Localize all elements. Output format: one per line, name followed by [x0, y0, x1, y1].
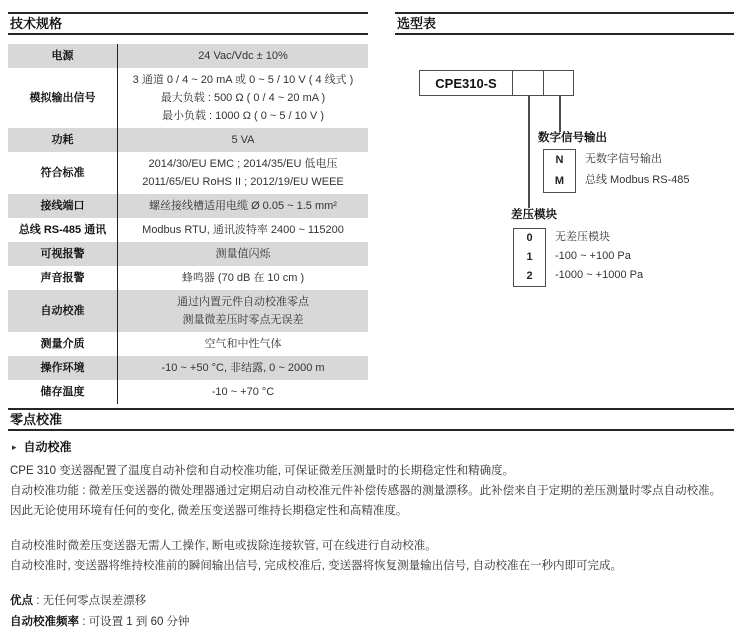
dp-module-desc-column — [555, 228, 643, 285]
advantage-line: 优点 : 无任何零点误差漂移 — [10, 595, 147, 607]
paragraph: 自动校准功能 : 微差压变送器的微处理器通过定期启动自动校准元件补偿传感器的测量漂移。此补偿来自于定期的差压测量时零点自动校准。 — [10, 485, 722, 497]
spec-row-operating-env — [8, 356, 368, 380]
zero-cal-body — [8, 431, 734, 632]
dp-module-digit-box — [512, 70, 545, 96]
paragraph: 自动校准时, 变送器将维持校准前的瞬间输出信号, 完成校准后, 变送器将恢复测量输出信号, 自动校准在一秒内即可完成。 — [10, 560, 623, 572]
spec-value: 螺丝接线槽适用电缆 Ø 0.05 ~ 1.5 mm² — [149, 200, 337, 212]
option-desc: 总线 Modbus RS-485 — [585, 174, 690, 186]
spec-value: 2014/30/EU EMC ; 2014/35/EU 低电压 2011/65/EU RoHS II ; 2012/19/EU WEEE — [142, 158, 344, 188]
model-code-box: CPE310-S — [419, 70, 513, 96]
spec-row-standards — [8, 152, 368, 194]
spec-row-rs485 — [8, 218, 368, 242]
spec-value: 5 VA — [231, 134, 255, 146]
digital-output-digit-box — [543, 70, 574, 96]
spec-value: 通过内置元件自动校准零点 测量微差压时零点无误差 — [177, 296, 309, 326]
option-code: 0 — [526, 232, 533, 244]
arrow-bullet-icon: ▸ — [12, 442, 17, 452]
spec-row-medium — [8, 332, 368, 356]
selection-title: 选型表 — [395, 12, 734, 35]
digital-output-desc-column — [585, 149, 690, 191]
spec-label: 测量介质 — [8, 332, 118, 356]
spec-row-audio-alarm — [8, 266, 368, 290]
tech-specs-table — [8, 44, 368, 404]
spec-value: -10 ~ +70 °C — [211, 386, 275, 398]
zero-cal-title: 零点校准 — [8, 408, 734, 431]
spec-label: 储存温度 — [8, 380, 118, 404]
spec-label: 可视报警 — [8, 242, 118, 266]
paragraph: 自动校准时微差压变送器无需人工操作, 断电或拔除连接软管, 可在线进行自动校准。 — [10, 540, 437, 552]
dp-module-code-column — [513, 228, 546, 287]
spec-label: 符合标准 — [8, 152, 118, 194]
spec-label: 总线 RS-485 通讯 — [8, 218, 118, 242]
option-desc: 无数字信号输出 — [585, 153, 662, 165]
selection-section — [395, 12, 734, 304]
paragraph: 因此无论使用环境有任何的变化, 微差压变送器可维持长期稳定性和高精准度。 — [10, 505, 408, 517]
spec-label: 接线端口 — [8, 194, 118, 218]
spec-row-storage-temp — [8, 380, 368, 404]
digital-output-heading: 数字信号输出 — [538, 132, 607, 144]
spec-value: 空气和中性气体 — [204, 338, 282, 350]
spec-value: 3 通道 0 / 4 ~ 20 mA 或 0 ~ 5 / 10 V ( 4 线式 ) 最大负载 : 500 Ω ( 0 / 4 ~ 20 mA ) 最小负载 : 1000 Ω ( 0 ~ 5 / 10 V ) — [132, 74, 354, 122]
tech-specs-title: 技术规格 — [8, 12, 368, 35]
option-code: 2 — [526, 270, 533, 282]
option-code: M — [554, 175, 565, 187]
paragraph: CPE 310 变送器配置了温度自动补偿和自动校准功能, 可保证微差压测量时的长期稳定性和精确度。 — [10, 465, 515, 477]
spec-value: -10 ~ +50 °C, 非结露, 0 ~ 2000 m — [161, 362, 325, 374]
digital-output-code-column — [543, 149, 576, 193]
dp-module-heading: 差压模块 — [511, 209, 557, 221]
spec-row-visual-alarm — [8, 242, 368, 266]
zero-cal-section — [8, 408, 734, 632]
spec-row-wiring-port — [8, 194, 368, 218]
spec-value: 测量值闪烁 — [215, 248, 271, 260]
spec-row-power — [8, 44, 368, 68]
connector-line-digital-output — [559, 96, 561, 132]
spec-row-consumption — [8, 128, 368, 152]
dp-module-options — [513, 228, 643, 287]
spec-label: 自动校准 — [8, 290, 118, 332]
option-desc: 无差压模块 — [555, 231, 610, 243]
option-desc: -1000 ~ +1000 Pa — [555, 269, 644, 281]
spec-row-auto-calibration — [8, 290, 368, 332]
selection-diagram — [395, 35, 734, 304]
spec-label: 电源 — [8, 44, 118, 68]
spec-value: 蜂鸣器 (70 dB 在 10 cm ) — [181, 272, 305, 284]
frequency-line: 自动校准频率 : 可设置 1 到 60 分钟 — [10, 616, 190, 628]
spec-label: 功耗 — [8, 128, 118, 152]
spec-label: 模拟输出信号 — [8, 68, 118, 128]
connector-line-dp-module — [528, 96, 530, 208]
tech-specs-section — [8, 12, 368, 404]
spec-value: Modbus RTU, 通讯波特率 2400 ~ 115200 — [142, 224, 344, 236]
option-code: N — [555, 154, 564, 166]
auto-cal-subtitle: ▸ 自动校准 — [12, 440, 72, 454]
spec-value: 24 Vac/Vdc ± 10% — [198, 50, 288, 62]
digital-output-options — [543, 149, 690, 193]
spec-label: 声音报警 — [8, 266, 118, 290]
spec-label: 操作环境 — [8, 356, 118, 380]
option-code: 1 — [526, 251, 533, 263]
option-desc: -100 ~ +100 Pa — [555, 250, 631, 262]
spec-row-analog-output — [8, 68, 368, 128]
